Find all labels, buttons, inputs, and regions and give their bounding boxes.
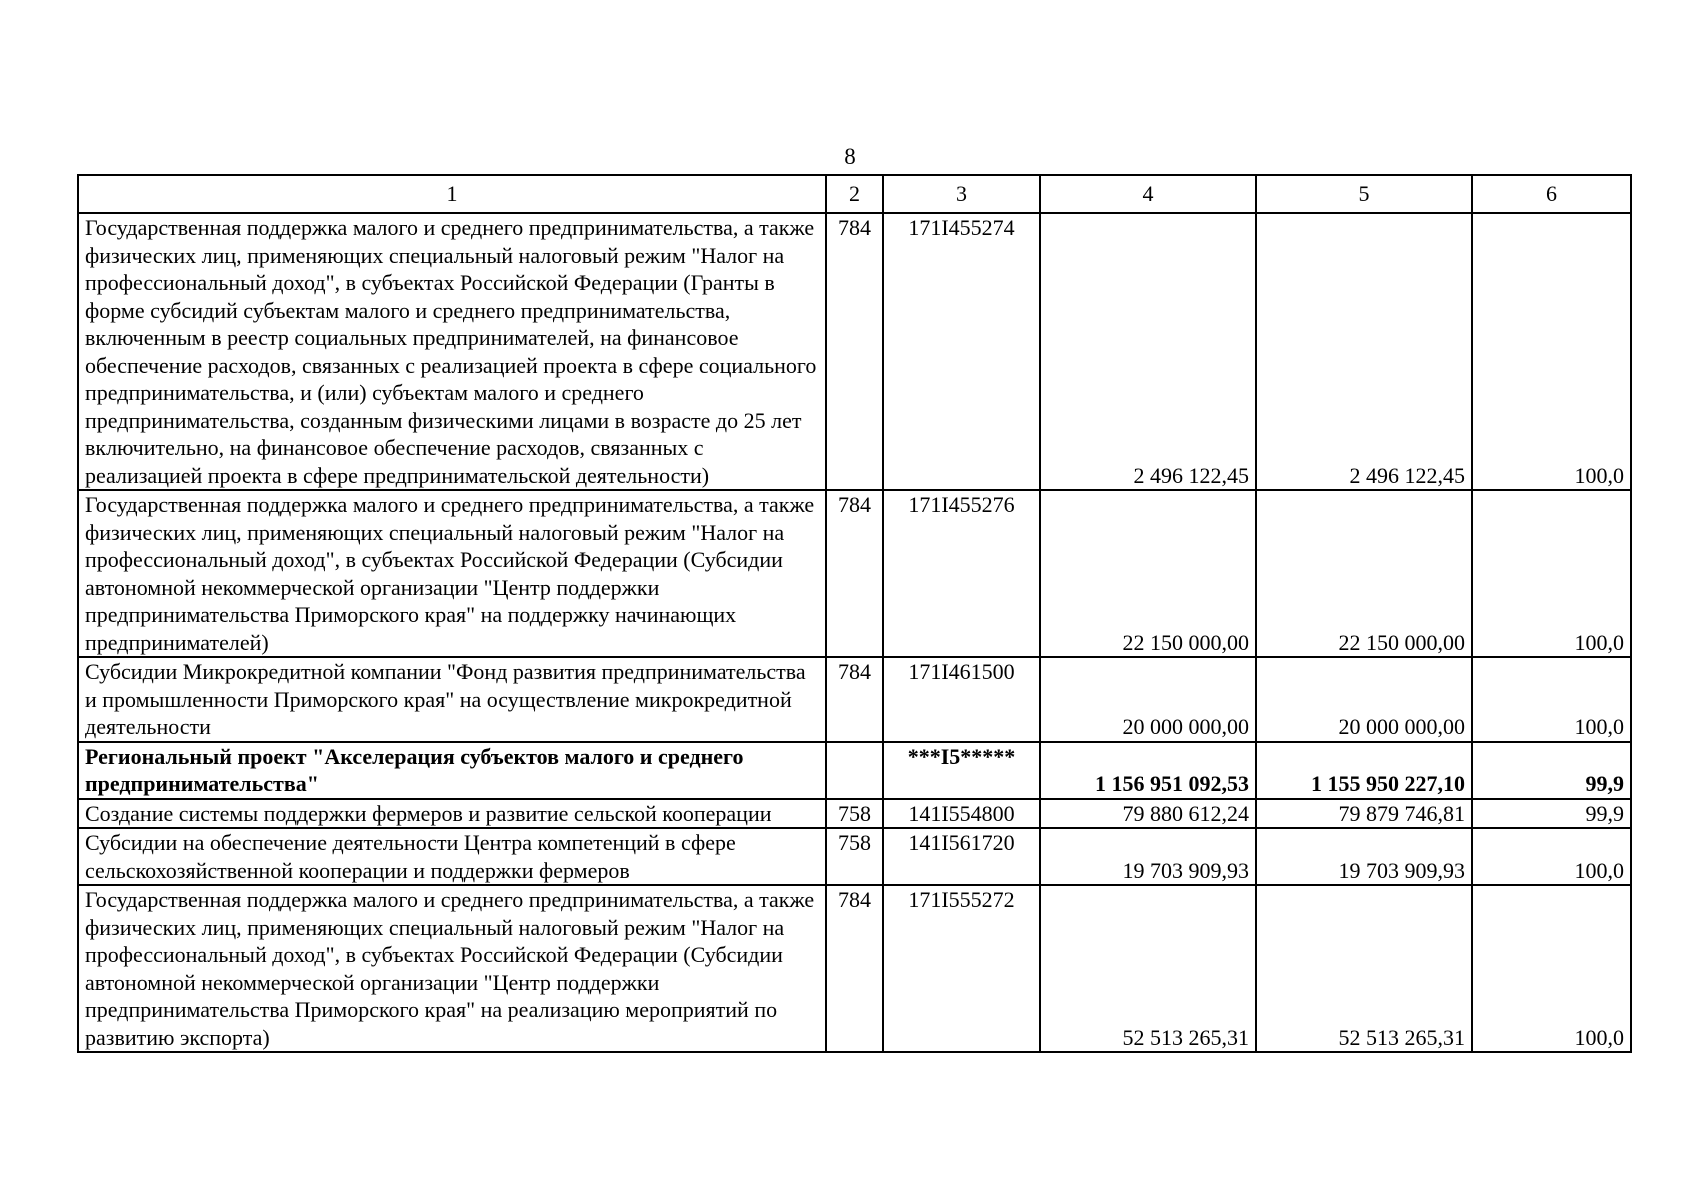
row-code: 784 [826, 490, 883, 657]
row-actual-amount: 79 879 746,81 [1256, 799, 1472, 829]
row-name: Государственная поддержка малого и среднего предпринимательства, а также физических лиц, применяющих специальный налоговый режим "Налог на профессиональный доход", в субъектах Российской Федерации (Гранты в форме субсидий субъектам малого и среднего предпринимательства, включенным в реестр социальных предпринимателей, на финансовое обеспечение расходов, связанных с реализацией проекта в сфере социального предпринимательства, и (или) субъектам малого и среднего предпринимательства, созданным физическими лицами в возрасте до 25 лет включительно, на финансовое обеспечение расходов, связанных с реализацией проекта в сфере предпринимательской деятельности) [78, 213, 826, 490]
table-row [78, 657, 1631, 742]
row-planned-amount: 2 496 122,45 [1040, 213, 1256, 490]
row-planned-amount: 19 703 909,93 [1040, 828, 1256, 885]
row-planned-amount: 1 156 951 092,53 [1040, 742, 1256, 799]
table-row [78, 828, 1631, 885]
row-percent: 100,0 [1472, 885, 1631, 1052]
row-code: 758 [826, 828, 883, 885]
column-number-3: 3 [883, 175, 1040, 213]
row-name: Государственная поддержка малого и среднего предпринимательства, а также физических лиц, применяющих специальный налоговый режим "Налог на профессиональный доход", в субъектах Российской Федерации (Субсидии автономной некоммерческой организации "Центр поддержки предпринимательства Приморского края" на реализацию мероприятий по развитию экспорта) [78, 885, 826, 1052]
row-planned-amount: 22 150 000,00 [1040, 490, 1256, 657]
table-row [78, 490, 1631, 657]
row-name: Государственная поддержка малого и среднего предпринимательства, а также физических лиц, применяющих специальный налоговый режим "Налог на профессиональный доход", в субъектах Российской Федерации (Субсидии автономной некоммерческой организации "Центр поддержки предпринимательства Приморского края" на поддержку начинающих предпринимателей) [78, 490, 826, 657]
row-code [826, 742, 883, 799]
column-number-6: 6 [1472, 175, 1631, 213]
row-planned-amount: 79 880 612,24 [1040, 799, 1256, 829]
row-actual-amount: 52 513 265,31 [1256, 885, 1472, 1052]
row-actual-amount: 1 155 950 227,10 [1256, 742, 1472, 799]
row-percent: 100,0 [1472, 490, 1631, 657]
row-actual-amount: 19 703 909,93 [1256, 828, 1472, 885]
row-percent: 100,0 [1472, 657, 1631, 742]
table-row [78, 742, 1631, 799]
row-name: Региональный проект "Акселерация субъектов малого и среднего предпринимательства" [78, 742, 826, 799]
row-target-code: 171I455274 [883, 213, 1040, 490]
row-percent: 100,0 [1472, 828, 1631, 885]
column-number-2: 2 [826, 175, 883, 213]
table-body [78, 175, 1631, 1052]
row-actual-amount: 20 000 000,00 [1256, 657, 1472, 742]
row-actual-amount: 22 150 000,00 [1256, 490, 1472, 657]
column-number-1: 1 [78, 175, 826, 213]
row-target-code: 171I455276 [883, 490, 1040, 657]
row-target-code: 171I555272 [883, 885, 1040, 1052]
row-target-code: 141I561720 [883, 828, 1040, 885]
table-row [78, 799, 1631, 829]
row-code: 784 [826, 657, 883, 742]
budget-table [77, 174, 1632, 1053]
row-percent: 99,9 [1472, 742, 1631, 799]
column-number-5: 5 [1256, 175, 1472, 213]
table-row [78, 885, 1631, 1052]
row-target-code: ***I5***** [883, 742, 1040, 799]
row-code: 758 [826, 799, 883, 829]
row-actual-amount: 2 496 122,45 [1256, 213, 1472, 490]
row-name: Создание системы поддержки фермеров и развитие сельской кооперации [78, 799, 826, 829]
page-number: 8 [844, 144, 856, 169]
row-code: 784 [826, 885, 883, 1052]
table-row [78, 213, 1631, 490]
column-number-4: 4 [1040, 175, 1256, 213]
row-target-code: 171I461500 [883, 657, 1040, 742]
row-planned-amount: 52 513 265,31 [1040, 885, 1256, 1052]
row-planned-amount: 20 000 000,00 [1040, 657, 1256, 742]
column-number-row [78, 175, 1631, 213]
row-percent: 100,0 [1472, 213, 1631, 490]
row-code: 784 [826, 213, 883, 490]
row-name: Субсидии Микрокредитной компании "Фонд развития предпринимательства и промышленности Приморского края" на осуществление микрокредитной деятельности [78, 657, 826, 742]
row-target-code: 141I554800 [883, 799, 1040, 829]
row-percent: 99,9 [1472, 799, 1631, 829]
row-name: Субсидии на обеспечение деятельности Центра компетенций в сфере сельскохозяйственной кооперации и поддержки фермеров [78, 828, 826, 885]
